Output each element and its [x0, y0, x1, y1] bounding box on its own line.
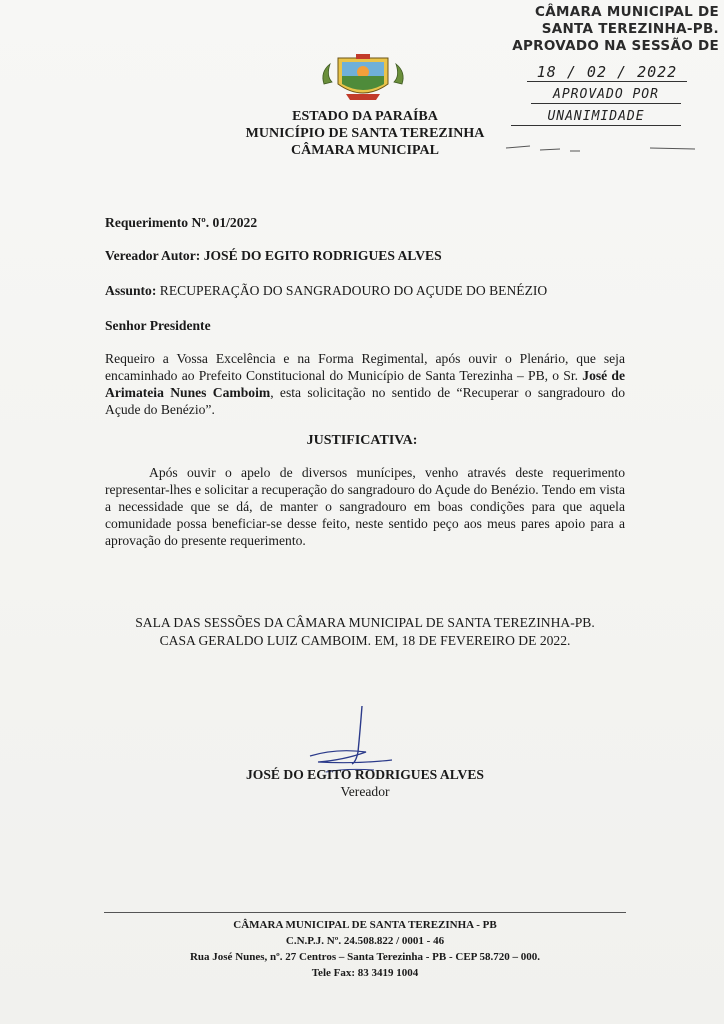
autor-value: JOSÉ DO EGITO RODRIGUES ALVES [203, 248, 442, 263]
requerimento-number: Requerimento Nº. 01/2022 [105, 215, 258, 230]
justification-paragraph [105, 464, 625, 549]
footer-divider [104, 912, 626, 913]
request-paragraph-start: Requeiro a Vossa Excelência e na Forma Regimental, após ouvir o Plenário, que seja encaminhado ao Prefeito Constitucional do Município de Santa Terezinha – PB, o Sr. [105, 351, 625, 383]
stamp-line-2: SANTA TEREZINHA-PB. [541, 21, 719, 37]
stamp-line-3: APROVADO NA SESSÃO DE [512, 38, 719, 54]
justification-title: JUSTIFICATIVA: [306, 433, 418, 448]
salutation: Senhor Presidente [105, 318, 211, 333]
session-hall-line [100, 614, 630, 650]
stamp-line-1: CÂMARA MUNICIPAL DE [535, 4, 719, 20]
header-municipality: MUNICÍPIO DE SANTA TEREZINHA [245, 126, 485, 141]
signer-block [200, 766, 530, 800]
signer-name: JOSÉ DO EGITO RODRIGUES ALVES [246, 767, 484, 782]
stamp-handwritten-unanimity: UNANIMIDADE [511, 108, 681, 126]
autor-line [105, 247, 625, 264]
stamp-scribble [500, 118, 700, 158]
header-state: ESTADO DA PARAÍBA [292, 109, 438, 124]
justification-text: Após ouvir o apelo de diversos munícipes, venho através deste requerimento representar-lhes e solicitar a recuperação do sangradouro do Açude do Benézio. Tendo em vista a necessidade que se dá, de manter o sangradouro em boas condições para que aquela comunidade possa beneficiar-se desse feito, neste sentido peço aos meus pares apoio para a aprovação do presente requerimento. [105, 465, 625, 548]
signer-role: Vereador [340, 784, 390, 799]
footer-cnpj: C.N.P.J. Nº. 24.508.822 / 0001 - 46 [285, 935, 445, 947]
footer-chamber: CÂMARA MUNICIPAL DE SANTA TEREZINHA - PB [233, 919, 497, 931]
footer-phone: Tele Fax: 83 3419 1004 [311, 967, 419, 979]
municipal-emblem-icon [316, 54, 410, 104]
request-paragraph-mayor-name: José de Arimateia Nunes Camboim [105, 368, 625, 400]
approval-stamp [497, 4, 719, 126]
footer-address: Rua José Nunes, nº. 27 Centros – Santa Terezinha - PB - CEP 58.720 – 000. [189, 951, 541, 963]
request-paragraph [105, 350, 625, 418]
document-header [200, 108, 530, 159]
header-chamber: CÂMARA MUNICIPAL [291, 143, 439, 158]
assunto-label: Assunto: [105, 283, 157, 298]
assunto-value: RECUPERAÇÃO DO SANGRADOURO DO AÇUDE DO BENÉZIO [159, 283, 548, 298]
session-hall-line-2: CASA GERALDO LUIZ CAMBOIM. EM, 18 DE FEVEREIRO DE 2022. [159, 633, 571, 648]
document-footer [150, 917, 580, 981]
stamp-handwritten-approved: APROVADO POR [531, 86, 681, 104]
assunto-line [105, 282, 625, 299]
autor-label: Vereador Autor: [105, 248, 201, 263]
stamp-handwritten-date: 18 / 02 / 2022 [527, 64, 687, 82]
session-hall-line-1: SALA DAS SESSÕES DA CÂMARA MUNICIPAL DE SANTA TEREZINHA-PB. [135, 615, 595, 630]
request-paragraph-end: , esta solicitação no sentido de “Recuperar o sangradouro do Açude do Benézio”. [105, 385, 625, 417]
